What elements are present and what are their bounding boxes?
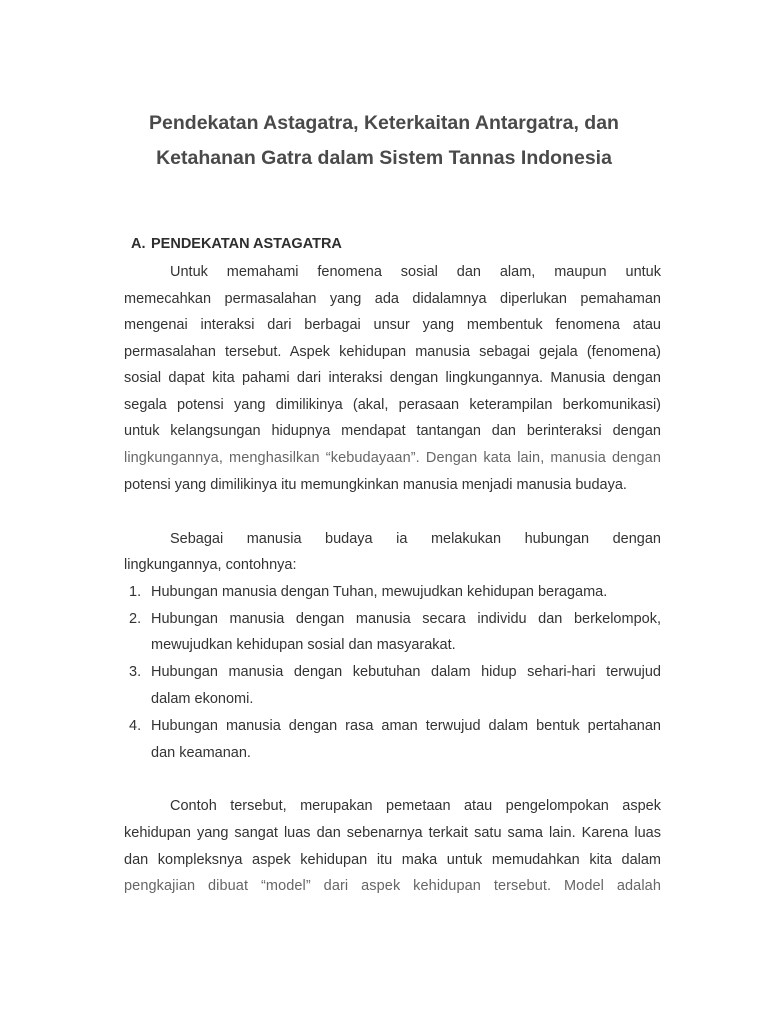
list-item-number: 1. xyxy=(129,584,142,600)
section-heading-text: PENDEKATAN ASTAGATRA xyxy=(151,236,342,252)
paragraph-line: potensi yang dimilikinya itu memungkinkan manusia menjadi manusia budaya. xyxy=(124,477,627,493)
list-item-line: Hubungan manusia dengan manusia secara individu dan berkelompok, xyxy=(151,611,661,627)
section-heading xyxy=(131,234,342,254)
paragraph-line: dan kompleksnya aspek kehidupan itu maka untuk memudahkan kita dalam xyxy=(124,852,661,868)
paragraph-line: Untuk memahami fenomena sosial dan alam, maupun untuk xyxy=(170,264,661,280)
paragraph-line: mengenai interaksi dari berbagai unsur yang membentuk fenomena atau xyxy=(124,317,661,333)
paragraph-line: permasalahan tersebut. Aspek kehidupan manusia sebagai gejala (fenomena) xyxy=(124,344,661,360)
section-letter: A. xyxy=(131,236,146,252)
paragraph-line: pengkajian dibuat “model” dari aspek kehidupan tersebut. Model adalah xyxy=(124,878,661,894)
paragraph-line: sosial dapat kita pahami dari interaksi dengan lingkungannya. Manusia dengan xyxy=(124,370,661,386)
list-item-line: Hubungan manusia dengan kebutuhan dalam hidup sehari-hari terwujud xyxy=(151,664,661,680)
list-item-line: Hubungan manusia dengan Tuhan, mewujudkan kehidupan beragama. xyxy=(151,584,608,600)
paragraph-line: lingkungannya, menghasilkan “kebudayaan”. Dengan kata lain, manusia dengan xyxy=(124,450,661,466)
paragraph-line: Sebagai manusia budaya ia melakukan hubungan dengan xyxy=(170,531,661,547)
list-item-line: dalam ekonomi. xyxy=(151,691,254,707)
list-item-number: 4. xyxy=(129,718,142,734)
paragraph-line: lingkungannya, contohnya: xyxy=(124,557,297,573)
document-title-line-1: Pendekatan Astagatra, Keterkaitan Antargatra, dan xyxy=(149,112,619,134)
document-title-line-2: Ketahanan Gatra dalam Sistem Tannas Indonesia xyxy=(156,147,612,169)
list-item-line: Hubungan manusia dengan rasa aman terwujud dalam bentuk pertahanan xyxy=(151,718,661,734)
paragraph-line: kehidupan yang sangat luas dan sebenarnya terkait satu sama lain. Karena luas xyxy=(124,825,661,841)
paragraph-line: untuk kelangsungan hidupnya mendapat tantangan dan berinteraksi dengan xyxy=(124,423,661,439)
list-item-line: dan keamanan. xyxy=(151,745,251,761)
paragraph-line: memecahkan permasalahan yang ada didalamnya diperlukan pemahaman xyxy=(124,291,661,307)
list-item-number: 3. xyxy=(129,664,142,680)
paragraph-line: Contoh tersebut, merupakan pemetaan atau pengelompokan aspek xyxy=(170,798,661,814)
list-item-number: 2. xyxy=(129,611,142,627)
paragraph-line: segala potensi yang dimilikinya (akal, perasaan keterampilan berkomunikasi) xyxy=(124,397,661,413)
list-item-line: mewujudkan kehidupan sosial dan masyarakat. xyxy=(151,637,456,653)
